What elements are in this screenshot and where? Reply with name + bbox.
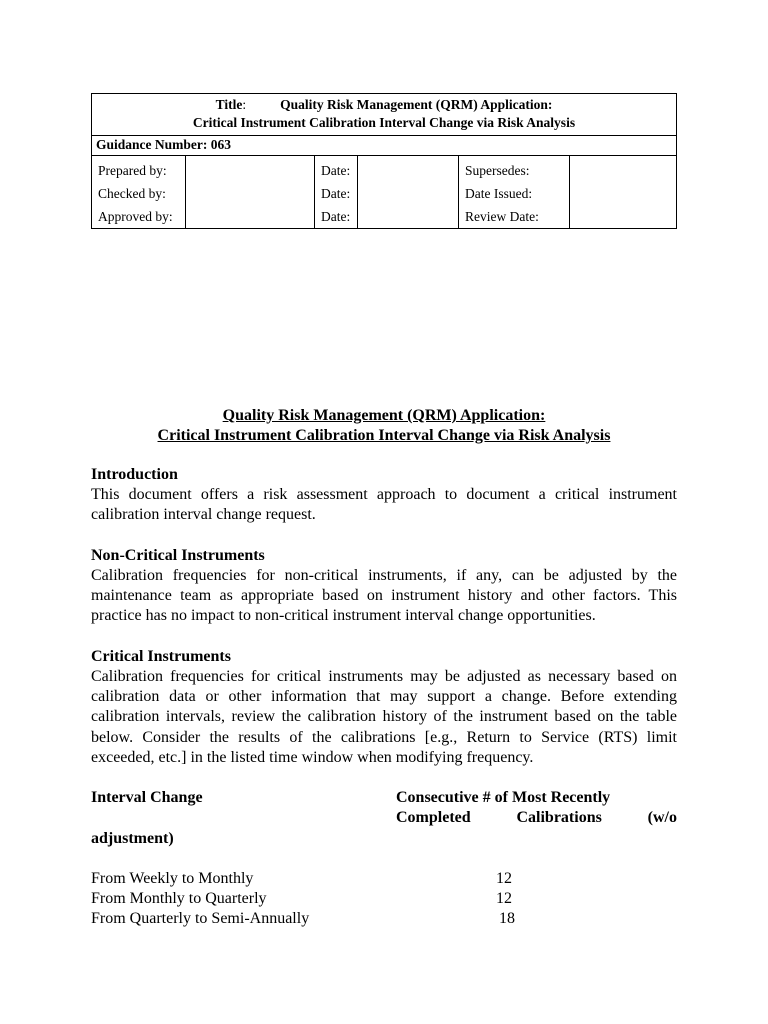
date-labels-column [315, 156, 358, 229]
header-title-key: Title [215, 97, 243, 112]
review-date-label: Review Date: [465, 209, 539, 224]
date-label-1: Date: [321, 163, 351, 178]
prepared-by-label: Prepared by: [98, 163, 167, 178]
document-title-line1: Quality Risk Management (QRM) Application: [222, 407, 546, 424]
interval-label: From Monthly to Quarterly [91, 890, 267, 908]
table-row [91, 909, 677, 929]
document-header-table [91, 93, 677, 229]
revision-labels-column [459, 156, 570, 229]
date-label-3: Date: [321, 209, 351, 224]
noncritical-paragraph: Calibration frequencies for non-critical instruments, if any, can be adjusted by the maintenance team as appropriate based on instrument history and other factors. This practice has no impact to non-critical instrument interval change opportunities. [91, 567, 677, 625]
document-body [91, 465, 677, 930]
header-title-text-1: Quality Risk Management (QRM) Application: [280, 97, 553, 112]
interval-table-rows [91, 869, 677, 930]
interval-change-header: Interval Change [91, 789, 203, 807]
calibration-count: 12 [496, 869, 512, 887]
date-issued-label: Date Issued: [465, 186, 533, 201]
calibration-count: 12 [496, 890, 512, 908]
date-label-2: Date: [321, 186, 351, 201]
calibrations-header-wrap: adjustment) [91, 829, 174, 847]
interval-table-header [91, 788, 677, 828]
signoff-names-column [186, 156, 315, 229]
critical-heading: Critical Instruments [91, 647, 231, 665]
calibrations-header [396, 788, 677, 828]
signoff-labels-column [92, 156, 186, 229]
table-row [91, 889, 677, 909]
header-title-line2: Critical Instrument Calibration Interval Change via Risk Analysis [192, 115, 576, 130]
header-title-cell [92, 94, 677, 136]
date-values-column [358, 156, 459, 229]
calibrations-header-line1: Consecutive # of Most Recently [396, 789, 611, 807]
interval-label: From Weekly to Monthly [91, 869, 254, 887]
header-title-line1 [92, 96, 676, 114]
calibration-count: 18 [499, 910, 515, 928]
table-row [91, 869, 677, 889]
critical-paragraph: Calibration frequencies for critical instruments may be adjusted as necessary based on calibration data or other information that may support a change. Before extending calibration intervals, review the calibration history of the instrument based on the table below. Consider the results of the calibrations [e.g., Return to Service (RTS) limit exceeded, etc.] in the listed time window when modifying frequency. [91, 668, 677, 766]
header-title-colon: : [242, 97, 247, 112]
approved-by-label: Approved by: [98, 209, 173, 224]
interval-label: From Quarterly to Semi-Annually [91, 910, 310, 928]
checked-by-label: Checked by: [98, 186, 166, 201]
introduction-heading: Introduction [91, 466, 178, 483]
document-title [91, 406, 677, 446]
document-title-line2: Critical Instrument Calibration Interval Change via Risk Analysis [157, 427, 611, 444]
supersedes-label: Supersedes: [465, 163, 530, 178]
revision-values-column [570, 156, 677, 229]
noncritical-heading: Non-Critical Instruments [91, 546, 265, 564]
calibrations-header-line2: Completed Calibrations (w/o [396, 809, 677, 827]
introduction-paragraph: This document offers a risk assessment approach to document a critical instrument calibration interval change request. [91, 486, 677, 524]
guidance-number: Guidance Number: 063 [92, 136, 677, 156]
